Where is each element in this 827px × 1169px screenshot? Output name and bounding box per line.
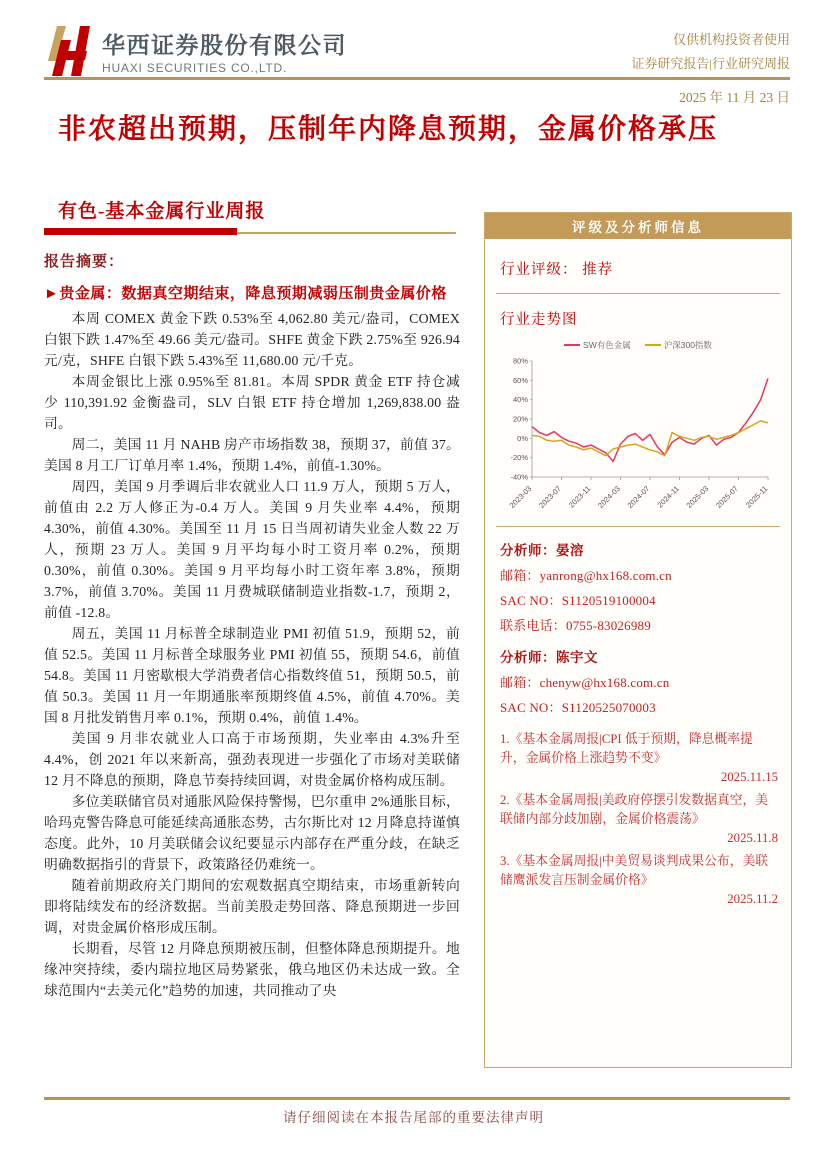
legend-swatch [564,344,580,346]
svg-text:2025-03: 2025-03 [684,484,711,510]
analyst-detail: 联系电话：0755-83026989 [500,618,651,633]
svg-text:0%: 0% [517,433,528,443]
report-type: 证券研究报告|行业研究周报 [631,56,790,71]
summary-paragraph: 周四，美国 9 月季调后非农就业人口 11.9 万人，预期 5 万人，前值由 2.2 万人修正为-0.4 万人。美国 9 月失业率 4.4%，预期 4.30%，前值 4.30%。美国至 11 月 15 日当周初请失业金人数 22 万人，预期 23 万人。美国 9 月平均每小时工资月率 0.2%，预期 0.30%，前值 0.30%。美国 9 月平均每小时工资年率 3.8%，预期 3.7%，前值 3.70%。美国 11 月费城联储制造业指数-1.7，预期 2，前值 -12.8。 [44,479,460,620]
box-title: 评级及分析师信息 [485,213,791,239]
chart-legend [498,339,778,351]
summary-heading: 报告摘要： [44,254,125,270]
svg-text:40%: 40% [512,395,528,405]
related-report-item [500,852,778,907]
svg-text:80%: 80% [512,356,528,366]
legend-item [564,339,631,351]
subtitle-rule-gold [237,232,456,234]
summary-paragraph: 本周 COMEX 黄金下跌 0.53%至 4,062.80 美元/盎司，COMEX 白银下跌 1.47%至 49.66 美元/盎司。SHFE 黄金下跌 2.75%至 926.94 元/克，SHFE 白银下跌 5.43%至 11,680.00 元/千克。 [44,311,460,368]
legend-label: SW有色金属 [583,340,631,350]
related-report-title: 1.《基本金属周报|CPI 低于预期，降息概率提升，金属价格上涨趋势不变》 [500,732,753,765]
svg-text:-40%: -40% [510,472,528,482]
report-summary [44,250,460,1001]
related-report-title: 3.《基本金属周报|中美贸易谈判成果公布，美联储鹰派发言压制金属价格》 [500,854,769,887]
summary-paragraph: 长期看，尽管 12 月降息预期被压制，但整体降息预期提升。地缘冲突持续，委内瑞拉地区局势紧张，俄乌地区仍未达成一致。全球范围内“去美元化”趋势的加速，共同推动了央 [44,941,460,998]
report-date: 2025 年 11 月 23 日 [679,90,790,105]
analyst-name: 分析师：陈宇文 [500,650,598,665]
related-report-date: 2025.11.15 [720,770,778,784]
box-divider [496,293,780,294]
summary-paragraphs [44,308,460,1001]
summary-bullet-heading: ►贵金属：数据真空期结束，降息预期减弱压制贵金属价格 [44,286,447,302]
svg-text:60%: 60% [512,375,528,385]
related-report-date: 2025.11.8 [727,831,778,845]
analyst-detail: 邮箱：yanrong@hx168.com.cn [500,568,672,583]
header-logo [44,24,347,78]
svg-text:20%: 20% [512,414,528,424]
svg-text:2024-11: 2024-11 [655,484,681,510]
analyst-detail: 邮箱：chenyw@hx168.com.cn [500,675,670,690]
svg-text:2024-07: 2024-07 [625,484,652,510]
industry-trend-chart [498,353,776,521]
svg-text:2024-03: 2024-03 [596,484,622,510]
analyst-detail: SAC NO：S1120519100004 [500,593,656,608]
related-report-item [500,730,778,785]
legal-note: 请仔细阅读在本报告尾部的重要法律声明 [283,1110,544,1125]
audience-note: 仅供机构投资者使用 [672,32,790,47]
rating-analyst-box [484,212,792,1068]
subtitle-rule-red [44,228,237,235]
related-report-title: 2.《基本金属周报|美政府停摆引发数据真空，美联储内部分歧加剧，金属价格震荡》 [500,793,769,826]
svg-text:2023-11: 2023-11 [566,484,593,510]
legend-label: 沪深300指数 [663,340,712,350]
analyst-info [498,539,778,716]
analyst-name: 分析师：晏溶 [500,543,584,558]
summary-paragraph: 本周金银比上涨 0.95%至 81.81。本周 SPDR 黄金 ETF 持仓减少 110,391.92 金衡盎司，SLV 白银 ETF 持仓增加 1,269,838.00 盎司。 [44,374,460,431]
page-title: 非农超出预期，压制年内降息预期，金属价格承压 [58,114,719,145]
company-name-en: HUAXI SECURITIES CO.,LTD. [102,61,288,75]
huaxi-logo-icon [44,24,92,78]
analyst-block [500,646,778,716]
summary-paragraph: 周五，美国 11 月标普全球制造业 PMI 初值 51.9，预期 52，前值 52.5。美国 11 月标普全球服务业 PMI 初值 55，预期 54.6，前值 54.8。美国 11 月密歇根大学消费者信心指数终值 51，预期 50.5，前值 50.3。美国 11 月一年期通胀率预期终值 4.5%，前值 4.70%。美国 8 月批发销售月率 0.1%，预期 0.4%，前值 1.4%。 [44,626,460,725]
industry-chart-title: 行业走势图 [500,312,578,328]
svg-text:2023-03: 2023-03 [507,484,534,510]
svg-text:2023-07: 2023-07 [537,484,563,510]
summary-paragraph: 随着前期政府关门期间的宏观数据真空期结束，市场重新转向即将陆续发布的经济数据。当前美股走势回落、降息预期进一步回调，对贵金属价格形成压制。 [44,878,460,935]
legend-swatch [645,344,661,346]
svg-text:2025-11: 2025-11 [743,484,770,510]
box-divider [496,526,780,527]
analyst-block [500,539,778,634]
footer-rule [44,1097,790,1100]
related-report-item [500,791,778,846]
svg-text:2025-07: 2025-07 [714,484,740,510]
summary-paragraph: 美国 9 月非农就业人口高于市场预期，失业率由 4.3%升至 4.4%，创 2021 年以来新高，强劲表现进一步强化了市场对美联储 12 月不降息的预期，降息节奏持续回调，对贵金属价格构成压制。 [44,731,460,788]
industry-rating: 行业评级： 推荐 [500,262,614,278]
page-subtitle: 有色-基本金属行业周报 [58,201,266,222]
related-report-date: 2025.11.2 [727,892,778,906]
summary-paragraph: 周二，美国 11 月 NAHB 房产市场指数 38，预期 37，前值 37。美国 8 月工厂订单月率 1.4%，预期 1.4%，前值-1.30%。 [44,437,460,473]
svg-text:-20%: -20% [510,453,528,463]
related-reports [500,730,778,907]
company-name-cn: 华西证券股份有限公司 [102,32,347,58]
header-rule [44,77,790,80]
legend-item [645,339,712,351]
analyst-detail: SAC NO：S1120525070003 [500,700,656,715]
summary-paragraph: 多位美联储官员对通胀风险保持警惕，巴尔重申 2%通胀目标，哈玛克警告降息可能延续高通胀态势，古尔斯比对 12 月降息持谨慎态度。此外，10 月美联储会议纪要显示内部存在严重分歧，在缺乏明确数据指引的背景下，政策路径仍难统一。 [44,794,460,872]
